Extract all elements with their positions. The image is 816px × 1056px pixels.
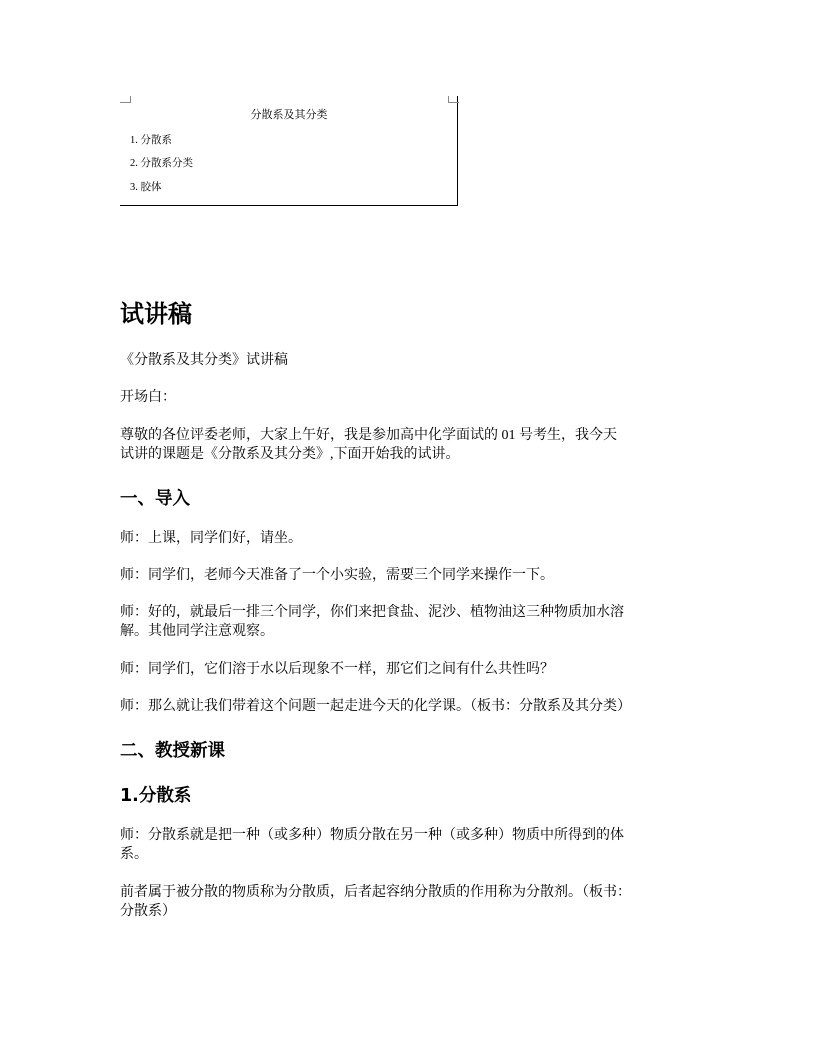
section-heading-new-lesson: 二、教授新课	[120, 741, 225, 761]
crop-mark-top-right	[448, 96, 459, 103]
paragraph-line: 系。	[120, 847, 148, 862]
paragraph-line: 师：分散系就是把一种（或多种）物质分散在另一种（或多种）物质中所得到的体	[120, 828, 624, 843]
lesson-subtitle: 《分散系及其分类》试讲稿	[120, 353, 288, 368]
opening-paragraph	[120, 426, 710, 464]
board-item: 2. 分散系分类	[130, 158, 193, 169]
board-item: 1. 分散系	[130, 135, 172, 146]
opening-label: 开场白：	[120, 390, 176, 405]
paragraph: 师：同学们，它们溶于水以后现象不一样，那它们之间有什么共性吗？	[120, 662, 554, 677]
paragraph	[120, 826, 710, 864]
paragraph-line: 师：好的，就最后一排三个同学，你们来把食盐、泥沙、植物油这三种物质加水溶	[120, 605, 624, 620]
paragraph-line: 分散系）	[120, 904, 176, 919]
paragraph-line: 解。其他同学注意观察。	[120, 624, 274, 639]
crop-mark-top-left	[120, 96, 131, 103]
blackboard-outline	[120, 96, 458, 206]
paragraph-line: 尊敬的各位评委老师，大家上午好，我是参加高中化学面试的 01 号考生，我今天	[120, 428, 617, 443]
paragraph-line: 前者属于被分散的物质称为分散质，后者起容纳分散质的作用称为分散剂。（板书：	[120, 885, 631, 900]
paragraph	[120, 883, 710, 921]
document-title: 试讲稿	[120, 300, 192, 328]
board-item: 3. 胶体	[130, 182, 162, 193]
paragraph: 师：那么就让我们带着这个问题一起走进今天的化学课。（板书：分散系及其分类）	[120, 699, 631, 714]
subsection-heading: 1.分散系	[120, 786, 192, 806]
board-title: 分散系及其分类	[250, 109, 328, 121]
paragraph: 师：上课，同学们好，请坐。	[120, 531, 302, 546]
section-heading-intro: 一、导入	[120, 489, 190, 509]
paragraph: 师：同学们，老师今天准备了一个小实验，需要三个同学来操作一下。	[120, 568, 554, 583]
paragraph	[120, 603, 710, 641]
paragraph-line: 试讲的课题是《分散系及其分类》,下面开始我的试讲。	[120, 447, 460, 462]
